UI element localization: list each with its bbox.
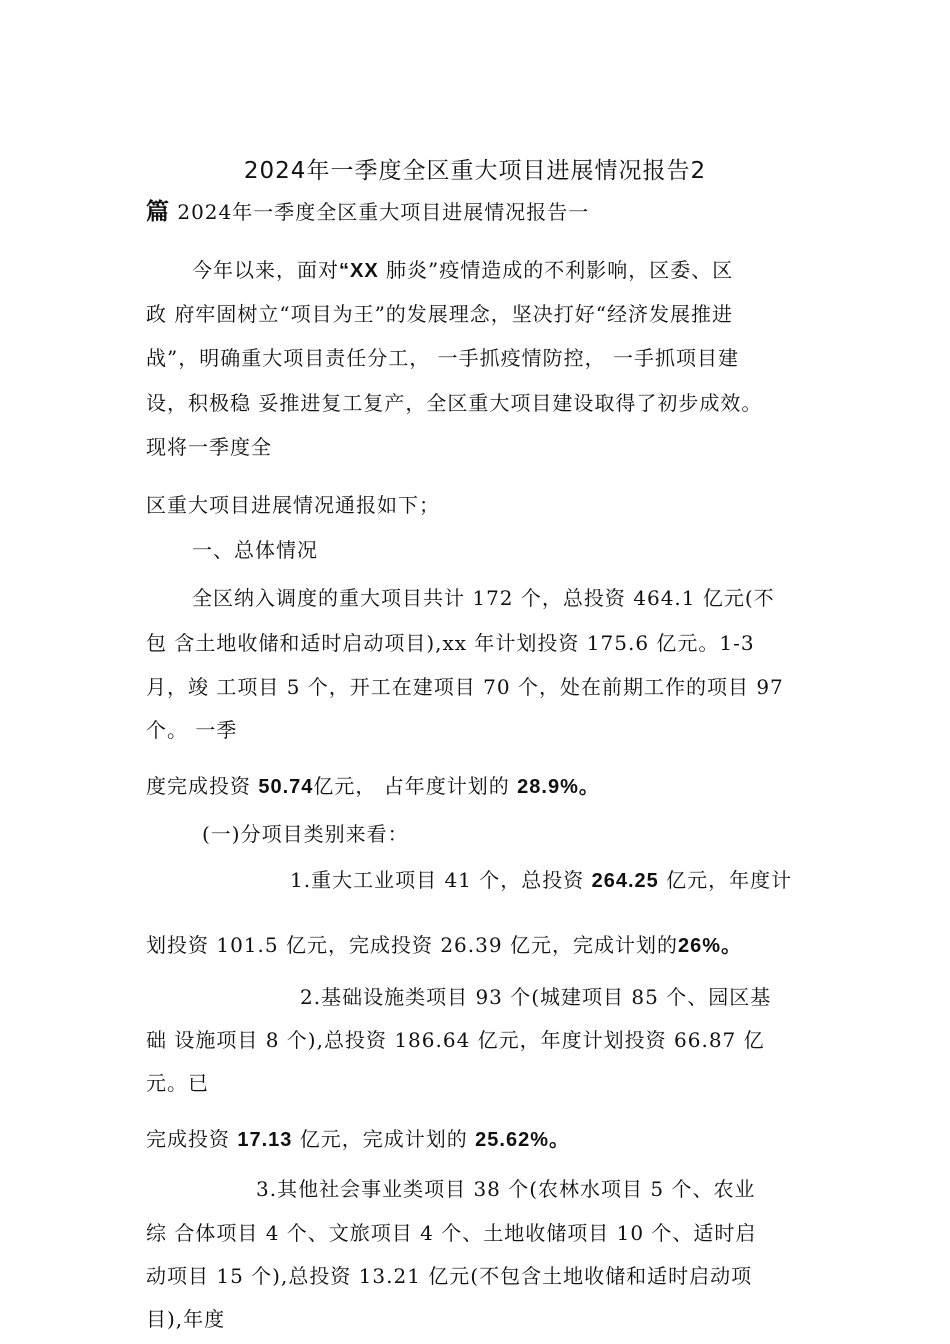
paragraph-1-line-4: 设，积极稳 妥推进复工复产，全区重大项目建设取得了初步成效。 [146, 391, 763, 415]
subtitle-line [146, 198, 589, 226]
text-segment: 亿元，完成计划的 [299, 1127, 468, 1151]
subtitle: 2024年一季度全区重大项目进展情况报告一 [177, 200, 590, 224]
section-heading-by-category: (一)分项目类别来看： [202, 822, 409, 846]
paragraph-5-line-1: 3.其他社会事业类项目 38 个(农林水项目 5 个、农业 [256, 1177, 756, 1201]
text-segment: 划投资 101.5 亿元，完成投资 26.39 亿元，完成计划的 [146, 933, 678, 957]
document-title: 2024年一季度全区重大项目进展情况报告2 [243, 158, 707, 184]
paragraph-1-line-3: 战”，明确重大项目责任分工， 一手抓疫情防控， 一手抓项目建 [146, 346, 739, 370]
text-segment-bold: 264.25 [591, 870, 659, 892]
paragraph-4-line-2: 础 设施项目 8 个),总投资 186.64 亿元，年度计划投资 66.87 亿 [146, 1028, 765, 1052]
text-segment: 亿元， 占年度计划的 [313, 774, 510, 798]
paragraph-2-line-5 [146, 772, 600, 801]
text-segment-bold: 25.62%。 [475, 1129, 570, 1151]
paragraph-5-line-2: 综 合体项目 4 个、文旅项目 4 个、土地收储项目 10 个、适时启 [146, 1221, 757, 1245]
paragraph-4-line-4 [146, 1125, 570, 1154]
paragraph-2-line-4: 个。 一季 [146, 718, 238, 742]
paragraph-1-line-6: 区重大项目进展情况通报如下； [146, 493, 440, 517]
paragraph-2-line-1: 全区纳入调度的重大项目共计 172 个，总投资 464.1 亿元(不 [192, 586, 775, 610]
paragraph-5-line-3: 动项目 15 个),总投资 13.21 亿元(不包含土地收储和适时启动项 [146, 1264, 753, 1288]
text-segment: 肺炎”疫情造成的不利影响，区委、区 [386, 258, 734, 282]
paragraph-1-line-1 [192, 256, 733, 285]
paragraph-1-line-5: 现将一季度全 [146, 435, 272, 459]
paragraph-2-line-2: 包 含土地收储和适时启动项目),xx 年计划投资 175.6 亿元。1-3 [146, 631, 755, 655]
text-segment-bold: “XX [339, 260, 379, 282]
paragraph-2-line-3: 月，竣 工项目 5 个，开工在建项目 70 个，处在前期工作的项目 97 [146, 675, 784, 699]
paragraph-3-line-2 [146, 931, 742, 960]
paragraph-4-line-1: 2.基础设施类项目 93 个(城建项目 85 个、园区基 [300, 985, 772, 1009]
paragraph-3-line-1 [290, 866, 792, 895]
text-segment: 度完成投资 [146, 774, 251, 798]
paragraph-5-line-4: 目),年度 [146, 1307, 226, 1331]
paragraph-4-line-3: 元。已 [146, 1071, 209, 1095]
text-segment-bold: 50.74 [258, 776, 314, 798]
text-segment-bold: 17.13 [237, 1129, 293, 1151]
paragraph-1-line-2: 政 府牢固树立“项目为王”的发展理念，坚决打好“经济发展推进 [146, 302, 734, 326]
text-segment: 1.重大工业项目 41 个，总投资 [290, 868, 585, 892]
text-segment: 完成投资 [146, 1127, 230, 1151]
text-segment: 亿元，年度计 [666, 868, 793, 892]
text-segment-bold: 26%。 [677, 935, 742, 957]
text-segment: 今年以来，面对 [192, 258, 339, 282]
text-segment-bold: 28.9%。 [517, 776, 600, 798]
pian-character: 篇 [146, 199, 170, 225]
section-heading-overall: 一、总体情况 [192, 538, 318, 562]
